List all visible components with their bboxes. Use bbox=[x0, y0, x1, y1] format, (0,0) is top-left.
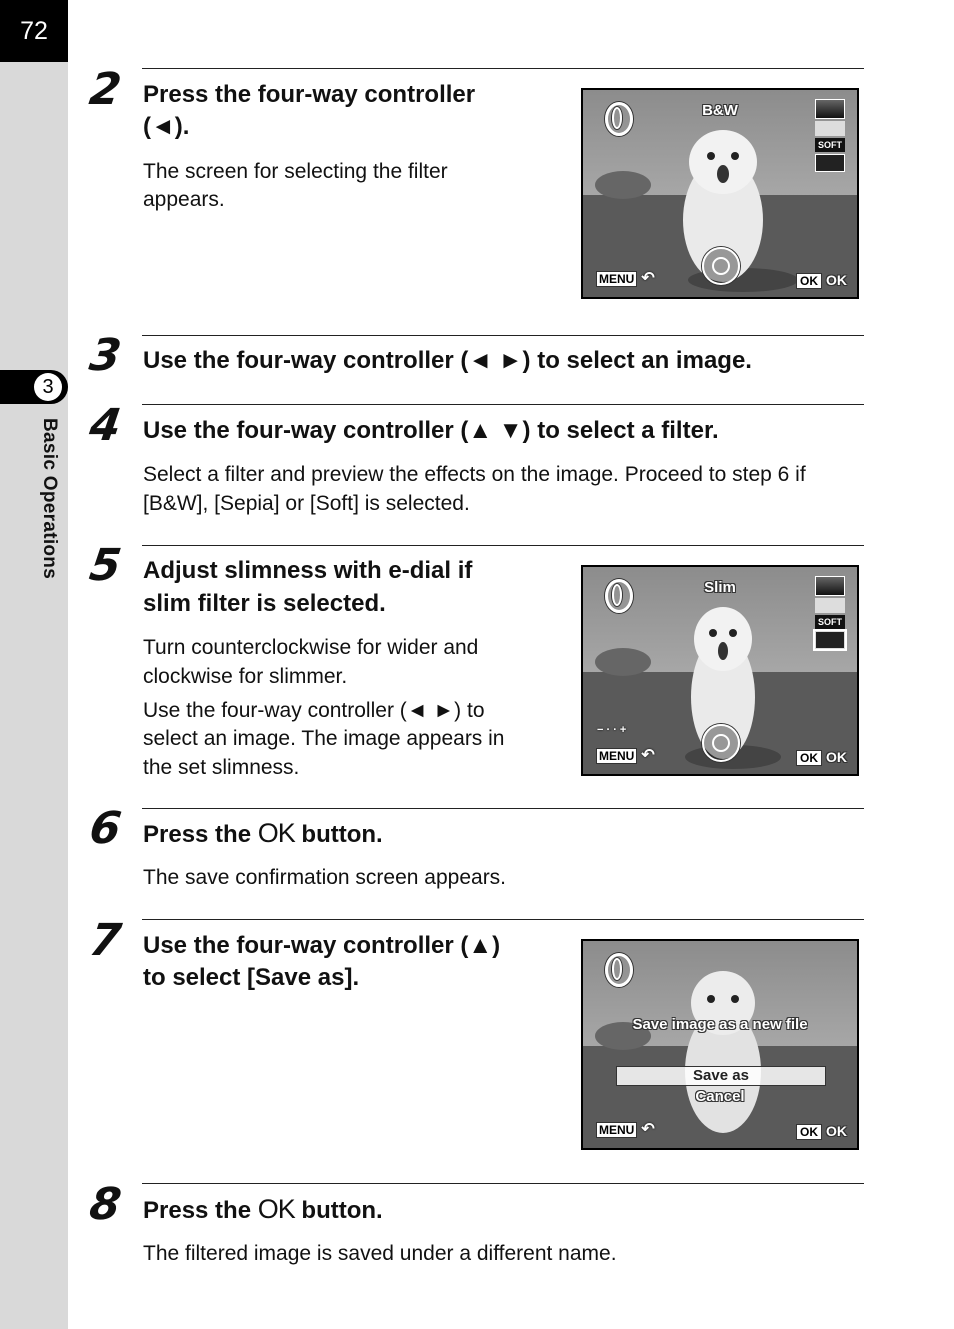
cancel-option: Cancel bbox=[695, 1088, 745, 1105]
divider bbox=[142, 68, 864, 69]
step-body: Use the four-way controller (◄ ►) to bbox=[143, 699, 485, 722]
step-heading bbox=[143, 817, 383, 851]
menu-label: MENU bbox=[596, 1122, 637, 1138]
slim-scale: − · · + bbox=[597, 724, 627, 736]
camera-screen-slim bbox=[581, 565, 859, 776]
slim-filter-icon bbox=[815, 631, 845, 649]
step-number: 3 bbox=[86, 330, 125, 381]
save-as-option: Save as bbox=[616, 1066, 826, 1086]
sepia-filter-icon bbox=[815, 598, 845, 613]
step-heading: Use the four-way controller (▲) bbox=[143, 932, 501, 959]
step-body: the set slimness. bbox=[143, 756, 300, 779]
back-arrow-icon: ↶ bbox=[641, 747, 655, 764]
ok-box: OK bbox=[796, 273, 822, 289]
heading-text: Press the bbox=[143, 1197, 252, 1224]
filter-name: B&W bbox=[702, 102, 738, 119]
soft-filter-label: SOFT bbox=[815, 615, 845, 629]
step-body: The save confirmation screen appears. bbox=[143, 866, 507, 889]
step-heading: Use the four-way controller (◄ ►) to select an image. bbox=[143, 347, 752, 374]
camera-screen-bw bbox=[581, 88, 859, 299]
step-body: Select a filter and preview the effects on the image. Proceed to step 6 if bbox=[143, 463, 806, 486]
soft-filter-label: SOFT bbox=[815, 138, 845, 152]
ok-text: OK bbox=[826, 272, 847, 288]
heading-text: button. bbox=[301, 1197, 383, 1224]
divider bbox=[142, 545, 864, 546]
step-heading: Press the four-way controller bbox=[143, 81, 476, 108]
heading-text: Press the bbox=[143, 821, 252, 848]
step-heading: (◄). bbox=[143, 113, 190, 140]
step-number: 4 bbox=[86, 400, 125, 451]
ok-box: OK bbox=[796, 1124, 822, 1140]
ok-indicator bbox=[796, 749, 847, 765]
heading-text: button. bbox=[301, 821, 383, 848]
step-heading bbox=[143, 1193, 383, 1227]
filter-list bbox=[815, 99, 845, 172]
camera-screen-save bbox=[581, 939, 859, 1150]
side-bar bbox=[0, 0, 68, 1329]
step-body: [B&W], [Sepia] or [Soft] is selected. bbox=[143, 492, 470, 515]
step-number: 8 bbox=[86, 1179, 125, 1230]
back-arrow-icon: ↶ bbox=[641, 1121, 655, 1138]
filter-icon bbox=[605, 953, 633, 987]
slim-filter-icon bbox=[815, 154, 845, 172]
ok-glyph: OK bbox=[257, 1194, 295, 1224]
bw-filter-icon bbox=[815, 99, 845, 119]
sepia-filter-icon bbox=[815, 121, 845, 136]
step-body: appears. bbox=[143, 188, 225, 211]
divider bbox=[142, 808, 864, 809]
divider bbox=[142, 919, 864, 920]
step-number: 6 bbox=[86, 803, 125, 854]
ok-text: OK bbox=[826, 749, 847, 765]
step-body: select an image. The image appears in bbox=[143, 727, 505, 750]
menu-label: MENU bbox=[596, 271, 637, 287]
step-body: The filtered image is saved under a different name. bbox=[143, 1242, 617, 1265]
dial-icon bbox=[702, 724, 740, 762]
menu-back bbox=[596, 1119, 655, 1139]
step-heading: Adjust slimness with e-dial if bbox=[143, 557, 473, 584]
menu-back bbox=[596, 268, 655, 288]
menu-back bbox=[596, 745, 655, 765]
step-number: 2 bbox=[86, 64, 125, 115]
page-number: 72 bbox=[0, 0, 68, 62]
filter-name: Slim bbox=[704, 579, 736, 596]
step-heading: to select [Save as]. bbox=[143, 964, 360, 991]
ok-glyph: OK bbox=[257, 818, 295, 848]
filter-list bbox=[815, 576, 845, 649]
step-body: clockwise for slimmer. bbox=[143, 665, 348, 688]
ok-indicator bbox=[796, 1123, 847, 1139]
ok-text: OK bbox=[826, 1123, 847, 1139]
chapter-title: Basic Operations bbox=[39, 418, 60, 580]
step-number: 7 bbox=[86, 915, 125, 966]
back-arrow-icon: ↶ bbox=[641, 270, 655, 287]
dial-icon bbox=[702, 247, 740, 285]
chapter-number: 3 bbox=[34, 373, 62, 401]
divider bbox=[142, 404, 864, 405]
save-message: Save image as a new file bbox=[632, 1016, 808, 1033]
menu-label: MENU bbox=[596, 748, 637, 764]
step-heading: Use the four-way controller (▲ ▼) to select a filter. bbox=[143, 417, 719, 444]
step-body: Turn counterclockwise for wider and bbox=[143, 636, 479, 659]
ok-box: OK bbox=[796, 750, 822, 766]
bw-filter-icon bbox=[815, 576, 845, 596]
ok-indicator bbox=[796, 272, 847, 288]
divider bbox=[142, 1183, 864, 1184]
step-body: The screen for selecting the filter bbox=[143, 160, 448, 183]
step-heading: slim filter is selected. bbox=[143, 590, 386, 617]
step-number: 5 bbox=[86, 540, 125, 591]
divider bbox=[142, 335, 864, 336]
